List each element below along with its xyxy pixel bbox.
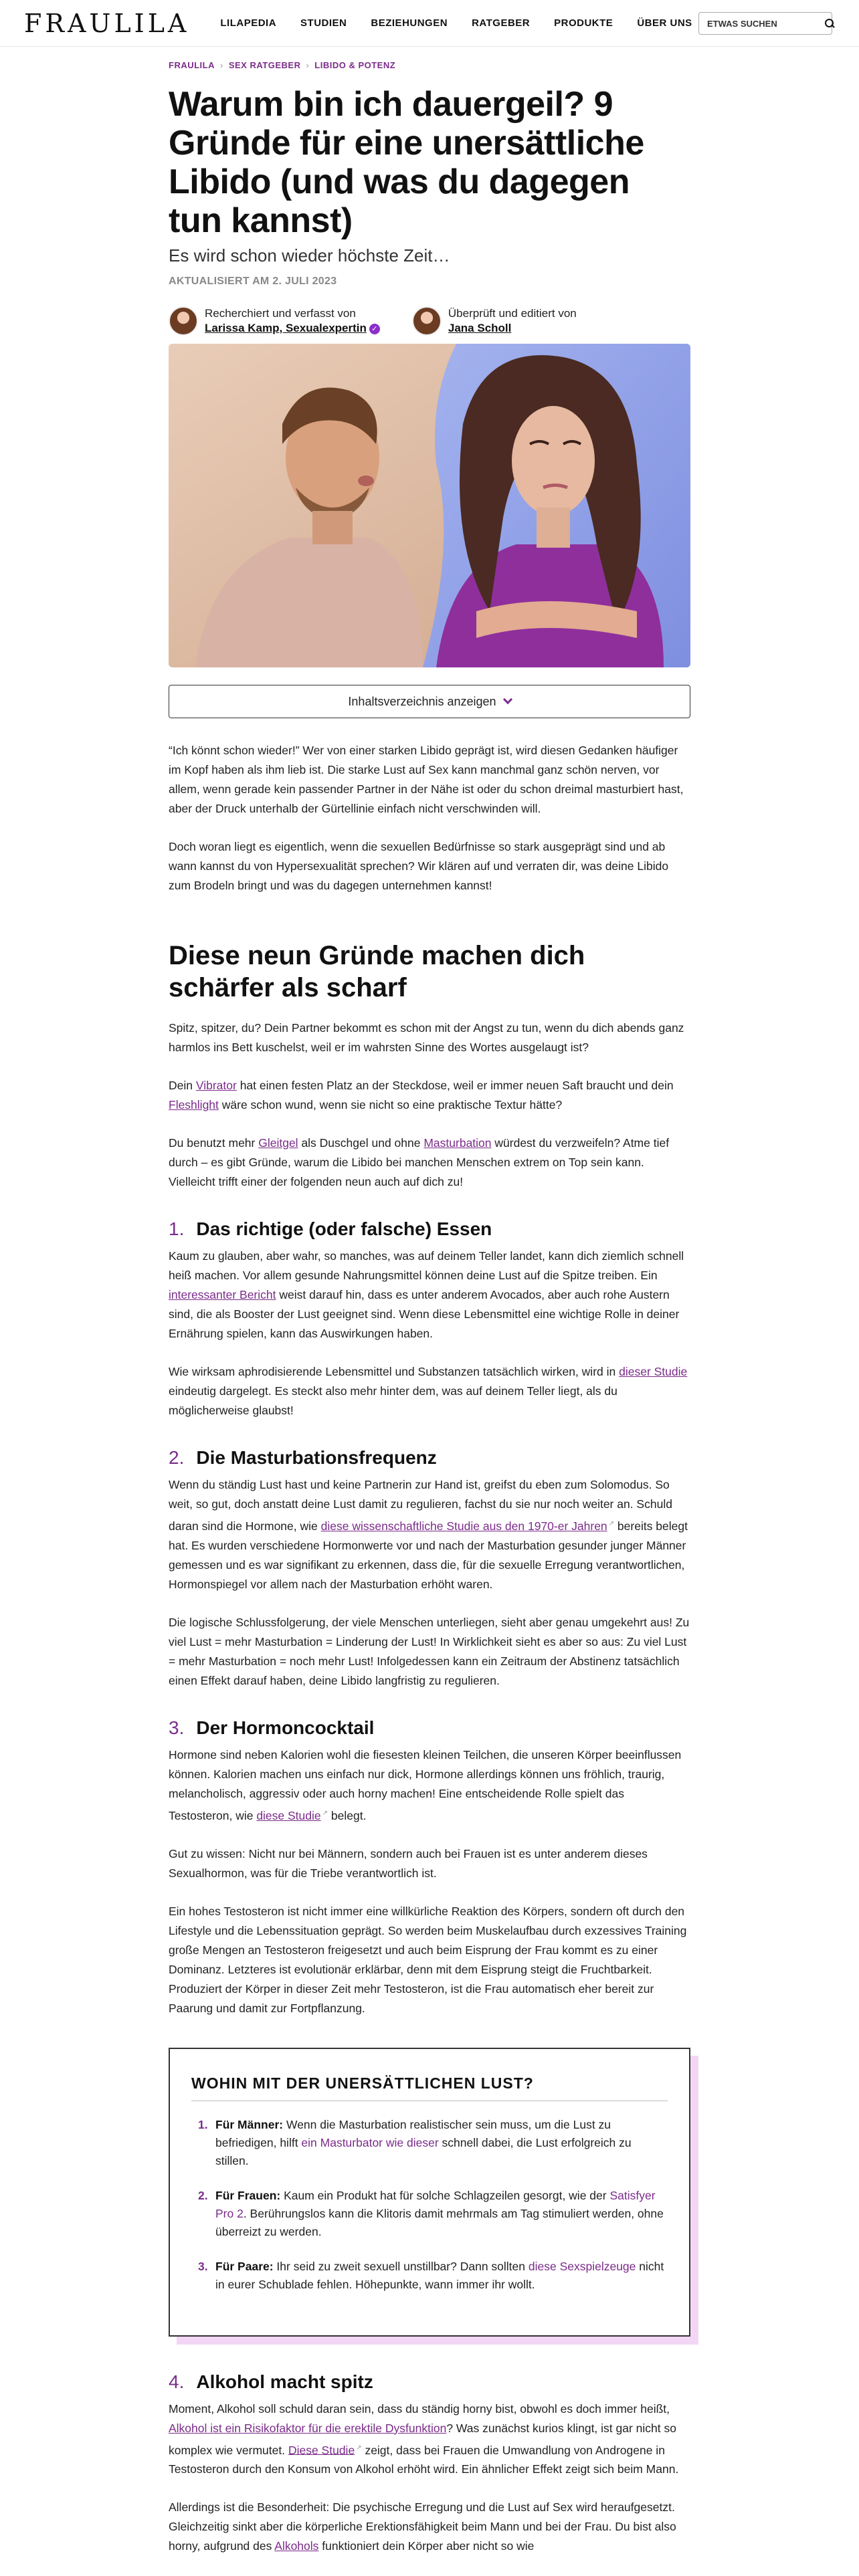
chevron-down-icon [502, 695, 512, 704]
page-title: Warum bin ich dauergeil? 9 Gründe für eine unersättliche Libido (und was du dagegen tun kannst) [169, 85, 644, 240]
reason-number: 4. [169, 2371, 185, 2392]
external-link-icon: ↗ [322, 1809, 328, 1817]
verified-check-icon: ✓ [369, 324, 380, 334]
updated-date: AKTUALISIERT AM 2. JULI 2023 [169, 276, 337, 287]
text: Du benutzt mehr [169, 1136, 259, 1150]
author-block [169, 306, 690, 336]
link-bericht[interactable]: interessanter Bericht [169, 1288, 276, 1301]
tip-box-title: WOHIN MIT DER UNERSÄTTLICHEN LUST? [191, 2074, 668, 2101]
link-fleshlight[interactable]: Fleshlight [169, 1098, 219, 1111]
text: weist darauf hin, dass es unter anderem Avocados, aber auch rohe Austern sind, die als Booster der Lust geeignet sind. Wenn diese Lebensmittel eine wichtige Rolle in deiner Ernährung spielen, kann das Auswirkungen haben. [169, 1288, 680, 1340]
list-label: Für Paare: [215, 2259, 274, 2273]
text: Kaum zu glauben, aber wahr, so manches, was auf deinem Teller landet, kann dich ziemlich schnell heiß machen. Vor allem gesunde Nahrungsmittel können deine Lust auf die Spitze treiben. Ein [169, 1249, 684, 1282]
section-heading: Diese neun Gründe machen dich schärfer als scharf [169, 941, 585, 1002]
text: funktioniert dein Körper aber nicht so wie [318, 2539, 535, 2553]
list-label: Für Männer: [215, 2117, 284, 2131]
avatar[interactable] [169, 306, 198, 336]
text: Hormone sind neben Kalorien wohl die fiesesten kleinen Teilchen, die unseren Körper beeinflussen können. Kalorien machen uns einfach nur dick, Hormone allerdings können uns fröhlich, traurig, melancholisch, aggressiv oder auch horny machen! Eine entscheidende Rolle spielt das Testosteron, wie [169, 1747, 682, 1822]
page-subtitle: Es wird schon wieder höchste Zeit… [169, 245, 450, 265]
reason-paragraph: Gut zu wissen: Nicht nur bei Männern, sondern auch bei Frauen ist es unter anderem dieses Sexualhormon, was für die Triebe verantwortlich ist. [169, 1846, 648, 1880]
text: Dein [169, 1079, 196, 1092]
nav-item-ueber-uns[interactable]: ÜBER UNS [637, 17, 692, 29]
link-alkohol-risikofaktor[interactable]: Alkohol ist ein Risikofaktor für die erektile Dysfunktion [169, 2421, 447, 2435]
link-studie[interactable]: dieser Studie [619, 1365, 688, 1378]
toc-label: Inhaltsverzeichnis anzeigen [348, 694, 496, 708]
toc-toggle-button[interactable] [169, 685, 690, 718]
link-satisfyer[interactable]: Satisfyer Pro 2 [215, 2188, 656, 2220]
reason-title: Der Hormoncocktail [196, 1717, 375, 1738]
intro-paragraph: “Ich könnt schon wieder!” Wer von einer starken Libido geprägt ist, wird diesen Gedanken häufiger im Kopf haben als ihm lieb ist. Die starke Lust auf Sex kann manchmal ganz schön nerven, vor allem, wenn gerade kein passender Partner in der Nähe ist oder du schon dreimal masturbiert hast, aber der Druck unterhalb der Gürtellinie einfach nicht verschwinden will. [169, 744, 684, 815]
main-nav [220, 17, 692, 29]
section-paragraph [169, 1134, 690, 1192]
search-box[interactable] [698, 12, 832, 35]
text: . Berührungslos kann die Klitoris damit mehrmals am Tag stimuliert werden, ohne überreizt zu werden. [215, 2206, 664, 2238]
list-item [191, 2116, 668, 2170]
link-alkohols[interactable]: Alkohols [274, 2539, 319, 2553]
text: ? Was zunächst kurios klingt, ist gar nicht so komplex wie vermutet. [169, 2421, 676, 2457]
reason-paragraph [169, 1362, 690, 1420]
breadcrumb-item-sex-ratgeber[interactable]: SEX RATGEBER [228, 60, 301, 70]
list-number: 2. [198, 2188, 208, 2202]
list-label: Für Frauen: [215, 2188, 281, 2202]
reason-heading [169, 2371, 690, 2393]
author-role-label: Recherchiert und verfasst von [205, 307, 356, 320]
reason-paragraph: Ein hohes Testosteron ist nicht immer eine willkürliche Reaktion des Körpers, sondern oft durch den Lifestyle und die Lebenssituation geprägt. So werden beim Muskelaufbau durch exzessives Training große Mengen an Testosteron freigesetzt und auch beim Eisprung der Frau kommt es zu einer Dominanz. Letzteres ist evolutionär erklärbar, denn mit dem Eisprung steigt die Fruchtbarkeit. Produziert der Körper in dieser Zeit mehr Testosteron, ist die Frau automatisch eher bereit zur Paarung und damit zur Fortpflanzung. [169, 1904, 687, 2015]
logo[interactable]: FRAULILA [24, 8, 190, 38]
intro-paragraph: Doch woran liegt es eigentlich, wenn die sexuellen Bedürfnisse so stark ausgeprägt sind und ab wann kannst du von Hypersexualität sprechen? Wir klären auf und verraten dir, was deine Libido zum Brodeln bringt und was du dagegen unternehmen kannst! [169, 840, 669, 892]
text: belegt. [328, 1808, 367, 1822]
reason-title: Das richtige (oder falsche) Essen [196, 1218, 492, 1239]
reason-number: 2. [169, 1447, 185, 1468]
link-masturbation[interactable]: Masturbation [423, 1136, 492, 1150]
author-role-label: Überprüft und editiert von [448, 307, 577, 320]
nav-item-lilapedia[interactable]: LILAPEDIA [220, 17, 277, 29]
reason-paragraph [169, 2498, 690, 2556]
breadcrumb-separator: › [220, 60, 223, 70]
hero-image [169, 344, 690, 667]
tip-box [169, 2048, 690, 2337]
text: Ihr seid zu zweit sexuell unstillbar? Dann sollten [273, 2259, 529, 2273]
nav-item-beziehungen[interactable]: BEZIEHUNGEN [371, 17, 448, 29]
text: Wie wirksam aphrodisierende Lebensmittel und Substanzen tatsächlich wirken, wird in [169, 1365, 619, 1378]
text: Moment, Alkohol soll schuld daran sein, dass du ständig horny bist, obwohl es doch immer heißt, [169, 2401, 670, 2416]
nav-item-produkte[interactable]: PRODUKTE [554, 17, 613, 29]
nav-item-ratgeber[interactable]: RATGEBER [472, 17, 531, 29]
link-gleitgel[interactable]: Gleitgel [258, 1136, 298, 1150]
breadcrumb-item-fraulila[interactable]: FRAULILA [169, 60, 215, 70]
text: würdest du verzweifeln? Atme tief durch – es gibt Gründe, warum die Libido bei manchen Menschen extrem on Top sein kann. Vielleicht trifft einer der folgenden neun auch auf dich zu! [169, 1136, 670, 1188]
avatar[interactable] [412, 306, 442, 336]
section-paragraph: Spitz, spitzer, du? Dein Partner bekommt es schon mit der Angst zu tun, wenn du dich abends ganz harmlos ins Bett kuschelst, weil er im wahrsten Sinne des Wortes ausgelaugt ist? [169, 1021, 684, 1054]
external-link-icon: ↗ [356, 2444, 362, 2452]
reason-paragraph [169, 1247, 690, 1344]
list-item [191, 2187, 668, 2241]
text: nicht in eurer Schublade fehlen. Höhepunkte, wann immer ihr wollt. [215, 2259, 664, 2291]
section-paragraph [169, 1076, 690, 1115]
reason-title: Alkohol macht spitz [196, 2371, 373, 2392]
text: eindeutig dargelegt. Es steckt also mehr hinter dem, was auf deinem Teller liegt, als du möglicherweise glaubst! [169, 1384, 617, 1417]
reason-paragraph [169, 2399, 690, 2480]
link-studie-alkohol[interactable]: Diese Studie [288, 2443, 355, 2457]
reason-heading [169, 1447, 690, 1469]
list-number: 3. [198, 2259, 208, 2273]
breadcrumb-separator: › [306, 60, 310, 70]
tip-list [191, 2116, 668, 2294]
external-link-icon: ↗ [608, 1520, 615, 1527]
list-number: 1. [198, 2117, 208, 2131]
author-writer [169, 306, 380, 336]
reason-number: 1. [169, 1218, 185, 1239]
author-name-link[interactable]: Larissa Kamp, Sexualexpertin [205, 322, 367, 334]
link-vibrator[interactable]: Vibrator [195, 1079, 237, 1092]
link-studie-testosteron[interactable]: diese Studie [256, 1808, 321, 1822]
article [169, 47, 690, 2556]
text: bereits belegt hat. Es wurden verschiedene Hormonwerte vor und nach der Masturbation gesunder junger Männer gemessen und es war signifikant zu erkennen, dass die, für die sexuelle Erregung verantwortlichen, Hormonspiegel vor allem nach der Masturbation erhöht waren. [169, 1519, 688, 1591]
text: hat einen festen Platz an der Steckdose, weil er immer neuen Saft braucht und dein [236, 1079, 674, 1092]
link-sexspielzeuge[interactable]: diese Sexspielzeuge [528, 2259, 636, 2273]
link-studie-1970[interactable]: diese wissenschaftliche Studie aus den 1970-er Jahren [320, 1519, 607, 1533]
reason-paragraph: Die logische Schlussfolgerung, der viele Menschen unterliegen, sieht aber genau umgekehrt aus! Zu viel Lust = mehr Masturbation = Linderung der Lust! In Wirklichkeit sieht es aber so aus: Zu viel Lust = mehr Masturbation = noch mehr Lust! Infolgedessen kann ein Zeitraum der Abstinenz tatsächlich einen Effekt darauf haben, deine Libido langfristig zu regulieren. [169, 1615, 690, 1687]
text: Allerdings ist die Besonderheit: Die psychische Erregung und die Lust auf Sex wird heraufgesetzt. Gleichzeitig sinkt aber die körperliche Erektionsfähigkeit beim Mann und bei der Frau. Du bist also horny, aufgrund des [169, 2500, 676, 2553]
author-editor [412, 306, 577, 336]
editor-name-link[interactable]: Jana Scholl [448, 322, 512, 334]
text: schnell dabei, die Lust erfolgreich zu stillen. [215, 2135, 632, 2167]
reason-paragraph [169, 1475, 690, 1594]
breadcrumb [169, 60, 690, 70]
nav-item-studien[interactable]: STUDIEN [300, 17, 347, 29]
text: als Duschgel und ohne [298, 1136, 424, 1150]
reason-heading [169, 1717, 690, 1739]
list-item [191, 2258, 668, 2294]
search-input[interactable] [707, 19, 824, 29]
text: Kaum ein Produkt hat für solche Schlagzeilen gesorgt, wie der [280, 2188, 610, 2202]
text: zeigt, dass bei Frauen die Umwandlung von Androgene in Testosteron durch den Konsum von Alkohol erhöht wird. Ein ähnlicher Effekt zeigt sich beim Mann. [169, 2443, 679, 2476]
reason-paragraph [169, 1745, 690, 1826]
hero-illustration [169, 344, 690, 667]
reason-title: Die Masturbationsfrequenz [196, 1447, 437, 1468]
link-masturbator[interactable]: ein Masturbator wie dieser [301, 2135, 439, 2149]
text: Wenn du ständig Lust hast und keine Partnerin zur Hand ist, greifst du eben zum Solomodus. So weit, so gut, doch anstatt deine Lust damit zu regulieren, fachst du sie nur noch weiter an. Schuld daran sind die Hormone, wie [169, 1478, 672, 1533]
reason-heading [169, 1218, 690, 1240]
breadcrumb-item-libido-potenz[interactable]: LIBIDO & POTENZ [314, 60, 396, 70]
reason-number: 3. [169, 1717, 185, 1738]
site-header [0, 0, 859, 47]
text: wäre schon wund, wenn sie nicht so eine praktische Textur hätte? [218, 1098, 563, 1111]
text: Wenn die Masturbation realistischer sein muss, um die Lust zu befriedigen, hilft [215, 2117, 611, 2149]
